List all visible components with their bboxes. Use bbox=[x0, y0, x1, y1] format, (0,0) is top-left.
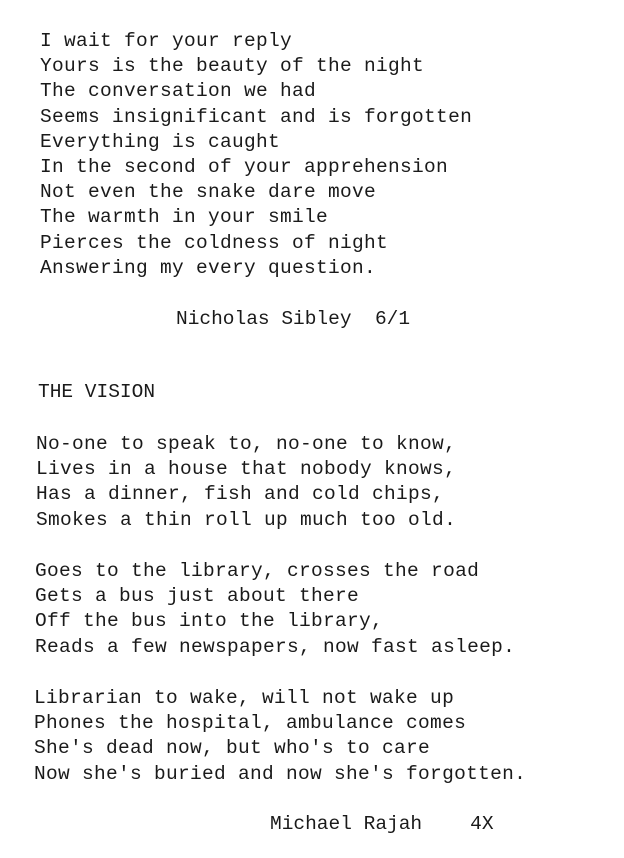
poem-stanza bbox=[35, 559, 515, 660]
poem1-signature bbox=[176, 308, 410, 330]
poem-line: No-one to speak to, no-one to know, bbox=[36, 433, 457, 455]
poem-line: Everything is caught bbox=[40, 130, 281, 153]
poem-line: She's dead now, but who's to care bbox=[34, 737, 431, 760]
poem-line: The warmth in your smile bbox=[40, 206, 329, 229]
poem-line: Seems insignificant and is forgotten bbox=[40, 105, 473, 128]
poem2-signature bbox=[270, 813, 494, 835]
poem-line: Pierces the coldness of night bbox=[40, 231, 389, 254]
poem-line: Lives in a house that nobody knows, bbox=[36, 458, 457, 481]
poem-line: Not even the snake dare move bbox=[40, 181, 377, 204]
poem-line: Smokes a thin roll up much too old. bbox=[36, 508, 457, 531]
poem-stanza bbox=[36, 432, 456, 533]
poem-title: THE VISION bbox=[38, 381, 156, 403]
author-name: Michael Rajah bbox=[270, 813, 423, 835]
poem-line: In the second of your apprehension bbox=[40, 156, 449, 179]
poem-line: Librarian to wake, will not wake up bbox=[34, 687, 455, 709]
poem-line: Answering my every question. bbox=[40, 256, 377, 279]
author-name: Nicholas Sibley bbox=[176, 308, 352, 330]
poem-line: Goes to the library, crosses the road bbox=[35, 560, 480, 582]
poem-line: I wait for your reply bbox=[40, 30, 293, 52]
poem-line: Yours is the beauty of the night bbox=[40, 55, 425, 78]
author-form: 4X bbox=[470, 813, 494, 835]
poem-line: Has a dinner, fish and cold chips, bbox=[36, 483, 445, 506]
poem-untitled bbox=[40, 29, 472, 281]
poem-stanza bbox=[34, 686, 526, 787]
poem-line: Off the bus into the library, bbox=[35, 610, 384, 633]
poem-line: Reads a few newspapers, now fast asleep. bbox=[35, 635, 516, 658]
author-form: 6/1 bbox=[374, 308, 411, 330]
poem-line: Now she's buried and now she's forgotten. bbox=[34, 762, 527, 785]
poem-line: The conversation we had bbox=[40, 80, 317, 103]
poem-line: Gets a bus just about there bbox=[35, 585, 360, 608]
poem-line: Phones the hospital, ambulance comes bbox=[34, 712, 467, 735]
